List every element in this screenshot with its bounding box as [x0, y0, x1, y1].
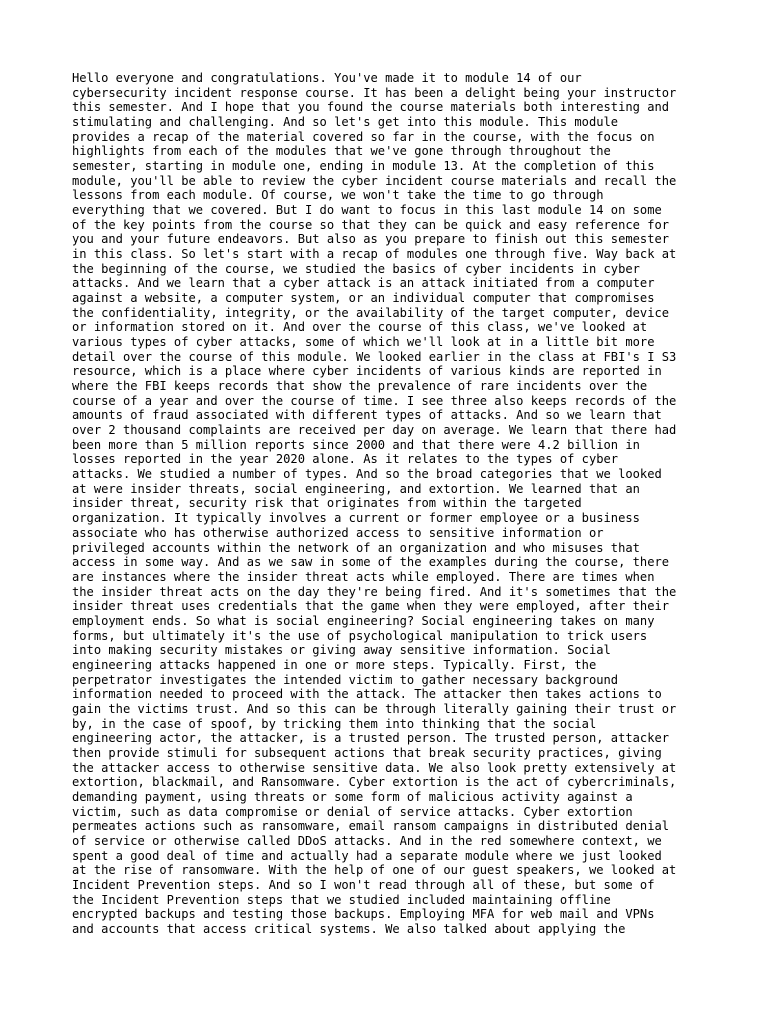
transcript-line: are instances where the insider threat acts while employed. There are times when: [72, 569, 655, 584]
transcript-line: Hello everyone and congratulations. You've made it to module 14 of our: [72, 71, 582, 85]
transcript-line: cybersecurity incident response course. It has been a delight being your instructor: [72, 85, 677, 100]
transcript-line: insider threat uses credentials that the game when they were employed, after their: [72, 599, 670, 614]
transcript-line: extortion, blackmail, and Ransomware. Cyber extortion is the act of cybercriminals,: [72, 775, 677, 790]
transcript-line: semester, starting in module one, ending in module 13. At the completion of this: [72, 159, 655, 174]
transcript-line: the insider threat acts on the day they're being fired. And it's sometimes that the: [72, 584, 677, 599]
transcript-line: perpetrator investigates the intended victim to gather necessary background: [72, 672, 619, 687]
transcript-line: resource, which is a place where cyber incidents of various kinds are reported in: [72, 364, 662, 379]
transcript-line: where the FBI keeps records that show the prevalence of rare incidents over the: [72, 379, 648, 394]
transcript-line: associate who has otherwise authorized access to sensitive information or: [72, 525, 604, 540]
transcript-line: course of a year and over the course of time. I see three also keeps records of the: [72, 393, 677, 408]
transcript-line: attacks. And we learn that a cyber attack is an attack initiated from a computer: [72, 276, 655, 291]
transcript-line: you and your future endeavors. But also as you prepare to finish out this semester: [72, 232, 670, 247]
transcript-line: provides a recap of the material covered so far in the course, with the focus on: [72, 129, 655, 144]
transcript-line: of service or otherwise called DDoS attacks. And in the red somewhere context, we: [72, 833, 662, 848]
transcript-line: module, you'll be able to review the cyber incident course materials and recall the: [72, 173, 677, 188]
transcript-line: highlights from each of the modules that we've gone through throughout the: [72, 144, 611, 159]
transcript-line: losses reported in the year 2020 alone. As it relates to the types of cyber: [72, 452, 619, 467]
transcript-line: access in some way. And as we saw in some of the examples during the course, there: [72, 555, 670, 570]
transcript-line: Incident Prevention steps. And so I won't read through all of these, but some of: [72, 877, 655, 892]
transcript-line: into making security mistakes or giving away sensitive information. Social: [72, 643, 611, 658]
transcript-line: information needed to proceed with the attack. The attacker then takes actions to: [72, 687, 662, 702]
transcript-line: lessons from each module. Of course, we won't take the time to go through: [72, 188, 604, 203]
transcript-text: [72, 71, 696, 937]
transcript-line: demanding payment, using threats or some form of malicious activity against a: [72, 789, 633, 804]
transcript-line: attacks. We studied a number of types. And so the broad categories that we looked: [72, 467, 662, 482]
transcript-line: forms, but ultimately it's the use of psychological manipulation to trick users: [72, 628, 648, 643]
transcript-line: or information stored on it. And over the course of this class, we've looked at: [72, 320, 648, 335]
transcript-line: spent a good deal of time and actually had a separate module where we just looked: [72, 848, 662, 863]
transcript-line: everything that we covered. But I do want to focus in this last module 14 on some: [72, 203, 662, 218]
transcript-line: of the key points from the course so that they can be quick and easy reference for: [72, 217, 670, 232]
transcript-line: employment ends. So what is social engineering? Social engineering takes on many: [72, 613, 655, 628]
transcript-line: various types of cyber attacks, some of which we'll look at in a little bit more: [72, 335, 655, 350]
transcript-line: detail over the course of this module. We looked earlier in the class at FBI's I S3: [72, 349, 677, 364]
transcript-line: against a website, a computer system, or an individual computer that compromises: [72, 291, 655, 306]
transcript-line: by, in the case of spoof, by tricking them into thinking that the social: [72, 716, 597, 731]
transcript-line: been more than 5 million reports since 2000 and that there were 4.2 billion in: [72, 437, 640, 452]
transcript-line: stimulating and challenging. And so let's get into this module. This module: [72, 115, 619, 130]
transcript-line: the confidentiality, integrity, or the availability of the target computer, device: [72, 305, 670, 320]
transcript-line: this semester. And I hope that you found the course materials both interesting and: [72, 100, 670, 115]
transcript-line: at were insider threats, social engineering, and extortion. We learned that an: [72, 481, 640, 496]
transcript-line: then provide stimuli for subsequent actions that break security practices, giving: [72, 745, 662, 760]
transcript-line: over 2 thousand complaints are received per day on average. We learn that there had: [72, 423, 677, 438]
transcript-line: the attacker access to otherwise sensitive data. We also look pretty extensively at: [72, 760, 677, 775]
transcript-line: amounts of fraud associated with different types of attacks. And so we learn that: [72, 408, 662, 423]
transcript-line: insider threat, security risk that originates from within the targeted: [72, 496, 582, 511]
transcript-line: the Incident Prevention steps that we studied included maintaining offline: [72, 892, 611, 907]
transcript-line: permeates actions such as ransomware, email ransom campaigns in distributed denial: [72, 819, 670, 834]
transcript-line: engineering actor, the attacker, is a trusted person. The trusted person, attacker: [72, 731, 670, 746]
transcript-line: and accounts that access critical systems. We also talked about applying the: [72, 921, 626, 936]
document-page: [72, 71, 696, 937]
transcript-line: encrypted backups and testing those backups. Employing MFA for web mail and VPNs: [72, 907, 655, 922]
transcript-line: privileged accounts within the network of an organization and who misuses that: [72, 540, 640, 555]
transcript-line: gain the victims trust. And so this can be through literally gaining their trust or: [72, 701, 677, 716]
transcript-line: at the rise of ransomware. With the help of one of our guest speakers, we looked at: [72, 863, 677, 878]
transcript-line: engineering attacks happened in one or more steps. Typically. First, the: [72, 657, 597, 672]
transcript-line: victim, such as data compromise or denial of service attacks. Cyber extortion: [72, 804, 633, 819]
transcript-line: in this class. So let's start with a recap of modules one through five. Way back at: [72, 247, 677, 262]
transcript-line: organization. It typically involves a current or former employee or a business: [72, 511, 640, 526]
transcript-line: the beginning of the course, we studied the basics of cyber incidents in cyber: [72, 261, 640, 276]
